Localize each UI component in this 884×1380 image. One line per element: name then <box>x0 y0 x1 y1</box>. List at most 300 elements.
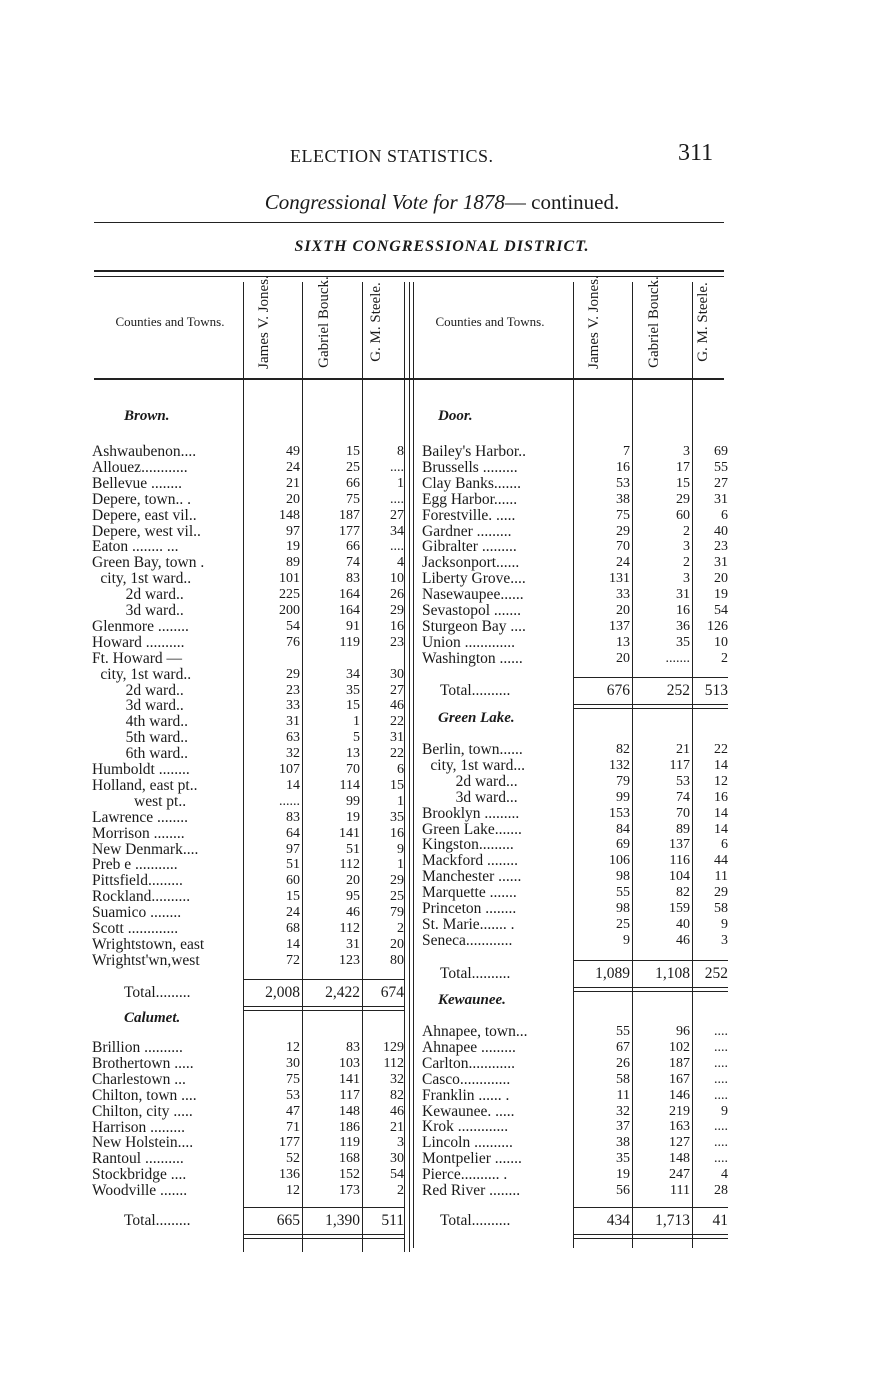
row-name-left-0-28: Rockland.......... <box>92 889 191 906</box>
row-value-left-0-31-1: 14 <box>286 936 300 952</box>
row-value-right-0-8-2: 3 <box>683 571 690 587</box>
row-value-right-1-11-1: 25 <box>616 916 630 932</box>
row-value-left-1-4-2: 148 <box>339 1103 360 1119</box>
row-name-right-1-9: Marquette ....... <box>422 885 517 902</box>
row-value-left-0-23-2: 19 <box>346 809 360 825</box>
row-value-right-0-13-3: 2 <box>721 650 728 666</box>
total-rule-bottom-2-left-0 <box>244 1010 404 1011</box>
row-value-right-2-4-3: .... <box>714 1087 728 1103</box>
row-value-right-0-6-2: 3 <box>683 539 690 555</box>
total-rule-top-right-0 <box>574 677 728 678</box>
row-value-left-0-24-2: 141 <box>339 825 360 841</box>
row-name-left-0-7: Green Bay, town . <box>92 555 205 572</box>
row-name-right-0-1: Brussells ......... <box>422 459 518 476</box>
row-value-left-1-9-2: 173 <box>339 1183 360 1199</box>
total-value-right-0-1: 676 <box>606 682 630 699</box>
row-value-left-0-32-2: 123 <box>339 952 360 968</box>
row-value-left-0-22-2: 99 <box>346 793 360 809</box>
row-value-right-1-5-3: 14 <box>714 821 728 837</box>
table-title-continued: — continued. <box>504 190 620 214</box>
row-value-left-1-8-1: 136 <box>279 1167 300 1183</box>
total-rule-bottom-1-right-1 <box>574 987 728 988</box>
row-value-right-2-8-2: 148 <box>669 1151 690 1167</box>
row-name-right-0-13: Washington ...... <box>422 650 523 667</box>
row-value-right-2-3-3: .... <box>714 1071 728 1087</box>
row-value-left-0-25-1: 97 <box>286 841 300 857</box>
row-value-right-2-7-2: 127 <box>669 1135 690 1151</box>
row-name-left-0-23: Lawrence ........ <box>92 809 188 826</box>
row-value-right-1-8-3: 11 <box>714 869 728 885</box>
column-rule-left-3 <box>404 282 405 1252</box>
row-value-right-1-10-2: 159 <box>669 901 690 916</box>
row-name-right-2-5: Kewaunee. ..... <box>422 1103 515 1120</box>
row-value-right-2-1-2: 102 <box>669 1039 690 1055</box>
row-value-left-0-3-3: .... <box>390 491 404 507</box>
row-value-left-0-14-1: 29 <box>286 666 300 682</box>
row-value-right-0-11-1: 137 <box>609 618 630 634</box>
row-value-right-2-2-1: 26 <box>616 1055 630 1071</box>
total-value-right-0-2: 252 <box>666 682 690 699</box>
row-value-left-0-30-3: 2 <box>397 921 404 936</box>
row-value-right-0-3-2: 29 <box>676 491 690 507</box>
row-value-left-1-4-1: 47 <box>286 1103 300 1119</box>
title-rule <box>94 222 724 223</box>
row-name-left-0-24: Morrison ........ <box>92 825 185 842</box>
row-value-left-0-0-2: 15 <box>346 444 360 459</box>
row-value-left-0-31-2: 31 <box>346 936 360 952</box>
row-value-left-0-17-3: 22 <box>390 714 404 730</box>
row-name-right-1-6: Kingston......... <box>422 837 514 854</box>
row-name-left-1-2: Charlestown ... <box>92 1071 186 1088</box>
row-value-left-0-32-1: 72 <box>286 952 300 968</box>
row-value-left-0-17-2: 1 <box>353 714 360 730</box>
row-name-left-1-6: New Holstein.... <box>92 1135 194 1152</box>
row-value-right-0-11-3: 126 <box>707 618 728 634</box>
row-value-right-2-0-3: .... <box>714 1024 728 1039</box>
row-value-right-1-3-3: 16 <box>714 789 728 805</box>
row-value-left-0-12-2: 119 <box>339 634 360 650</box>
row-value-left-0-20-2: 70 <box>346 762 360 777</box>
row-name-left-1-1: Brothertown ..... <box>92 1055 194 1072</box>
row-value-left-1-6-1: 177 <box>279 1135 300 1151</box>
row-value-right-0-7-1: 24 <box>616 555 630 571</box>
row-name-right-0-2: Clay Banks....... <box>422 475 522 492</box>
row-value-left-0-10-2: 164 <box>339 603 360 618</box>
row-value-right-1-6-3: 6 <box>721 837 728 853</box>
row-value-left-1-9-3: 2 <box>397 1183 404 1199</box>
total-value-left-0-2: 2,422 <box>325 984 360 1001</box>
row-value-left-0-2-1: 21 <box>286 475 300 491</box>
row-value-left-0-8-2: 83 <box>346 571 360 587</box>
row-value-left-1-6-3: 3 <box>397 1135 404 1151</box>
row-name-left-0-17: 4th ward.. <box>125 714 189 731</box>
row-value-right-1-4-1: 153 <box>609 805 630 821</box>
row-value-left-0-26-2: 112 <box>339 857 360 873</box>
row-value-right-0-1-3: 55 <box>714 459 728 475</box>
row-value-left-0-1-2: 25 <box>346 459 360 475</box>
total-label-left-0: Total......... <box>124 985 191 1001</box>
row-value-left-0-16-2: 15 <box>346 698 360 714</box>
row-value-left-0-3-1: 20 <box>286 491 300 507</box>
row-value-right-0-0-3: 69 <box>714 444 728 459</box>
row-value-left-0-14-2: 34 <box>346 666 360 682</box>
row-value-left-0-19-1: 32 <box>286 746 300 762</box>
row-value-left-0-18-3: 31 <box>390 730 404 746</box>
row-value-right-0-2-2: 15 <box>676 475 690 491</box>
table-top-rule-2 <box>94 276 724 277</box>
row-value-left-0-4-2: 187 <box>339 507 360 523</box>
row-name-right-1-12: Seneca............ <box>422 932 513 949</box>
row-value-right-0-10-2: 16 <box>676 603 690 618</box>
row-name-left-0-25: New Denmark.... <box>92 841 199 858</box>
row-name-left-0-13: Ft. Howard — <box>92 650 182 667</box>
row-name-left-0-3: Depere, town.. . <box>92 491 191 508</box>
row-value-right-2-5-2: 219 <box>669 1103 690 1119</box>
total-value-left-1-3: 511 <box>381 1212 404 1229</box>
row-value-right-1-5-1: 84 <box>616 821 630 837</box>
row-name-right-0-9: Nasewaupee...... <box>422 587 524 604</box>
row-value-right-0-13-2: ....... <box>665 650 690 666</box>
row-value-left-0-26-3: 1 <box>397 857 404 873</box>
row-value-right-2-8-3: .... <box>714 1151 728 1167</box>
row-value-right-2-7-1: 38 <box>616 1135 630 1151</box>
row-value-left-0-5-2: 177 <box>339 523 360 539</box>
row-name-left-0-5: Depere, west vil.. <box>92 523 201 540</box>
row-value-right-0-5-2: 2 <box>683 523 690 539</box>
row-name-right-1-4: Brooklyn ......... <box>422 805 520 822</box>
row-name-right-0-3: Egg Harbor...... <box>422 491 518 508</box>
page-number: 311 <box>678 140 714 166</box>
total-rule-top-right-1 <box>574 960 728 961</box>
row-name-right-2-3: Casco............. <box>422 1071 511 1088</box>
row-name-right-0-6: Gibralter ......... <box>422 539 517 556</box>
row-value-right-0-9-1: 33 <box>616 587 630 603</box>
row-name-right-2-0: Ahnapee, town... <box>422 1024 528 1040</box>
row-value-right-2-10-1: 56 <box>616 1183 630 1198</box>
row-name-right-1-11: St. Marie....... . <box>422 916 515 933</box>
total-label-right-0: Total.......... <box>440 683 511 699</box>
row-name-right-0-4: Forestville. ..... <box>422 507 516 524</box>
row-value-left-0-24-1: 64 <box>286 825 300 841</box>
row-value-right-0-13-1: 20 <box>616 650 630 666</box>
total-value-right-1-1: 1,089 <box>595 965 630 982</box>
row-value-left-1-1-3: 112 <box>383 1055 404 1071</box>
row-value-left-0-29-1: 24 <box>286 905 300 921</box>
row-value-right-2-1-3: .... <box>714 1039 728 1055</box>
row-name-left-0-16: 3d ward.. <box>125 698 184 715</box>
total-rule-bottom-2-right-0 <box>574 708 728 709</box>
row-value-right-2-5-3: 9 <box>721 1103 728 1119</box>
row-name-left-1-0: Brillion .......... <box>92 1040 183 1056</box>
column-header-c1-right: James V. Jones. <box>586 275 602 369</box>
row-value-right-1-7-1: 106 <box>609 853 630 869</box>
column-header-c3-right: G. M. Steele. <box>695 282 711 362</box>
row-name-left-0-0: Ashwaubenon.... <box>92 444 197 460</box>
row-value-left-0-25-3: 9 <box>397 841 404 857</box>
row-name-left-0-2: Bellevue ........ <box>92 475 182 492</box>
total-value-right-2-1: 434 <box>606 1212 630 1229</box>
column-header-c2-right: Gabriel Bouck. <box>646 276 662 368</box>
row-value-left-1-7-3: 30 <box>390 1151 404 1167</box>
row-value-left-1-2-3: 32 <box>390 1071 404 1087</box>
total-rule-top-left-0 <box>244 979 404 980</box>
row-value-left-0-12-1: 76 <box>286 634 300 650</box>
row-value-left-0-19-3: 22 <box>390 746 404 762</box>
row-value-right-0-1-2: 17 <box>676 459 690 475</box>
row-value-left-0-4-3: 27 <box>390 507 404 523</box>
row-name-right-1-0: Berlin, town...... <box>422 742 523 758</box>
row-value-left-0-8-1: 101 <box>279 571 300 587</box>
row-name-left-0-20: Humboldt ........ <box>92 762 190 778</box>
row-name-left-0-1: Allouez............ <box>92 459 188 476</box>
row-value-left-0-1-1: 24 <box>286 459 300 475</box>
row-value-right-0-3-3: 31 <box>714 491 728 507</box>
row-value-left-1-0-1: 12 <box>286 1040 300 1055</box>
row-value-left-0-11-1: 54 <box>286 618 300 634</box>
row-value-right-1-0-2: 21 <box>676 742 690 757</box>
row-value-left-0-15-3: 27 <box>390 682 404 698</box>
row-value-right-2-10-3: 28 <box>714 1183 728 1198</box>
row-name-left-0-22: west pt.. <box>134 793 187 810</box>
row-name-right-2-10: Red River ........ <box>422 1183 521 1199</box>
row-value-left-0-1-3: .... <box>390 459 404 475</box>
section-heading-left-0: Brown. <box>124 408 170 424</box>
total-value-left-0-3: 674 <box>380 984 404 1001</box>
row-value-left-1-0-2: 83 <box>346 1040 360 1055</box>
column-rule-right-0 <box>413 282 414 1248</box>
row-value-left-0-10-3: 29 <box>390 603 404 618</box>
row-value-left-0-20-1: 107 <box>279 762 300 777</box>
row-value-right-0-1-1: 16 <box>616 459 630 475</box>
row-name-left-0-8: city, 1st ward.. <box>100 571 192 588</box>
row-value-right-2-2-3: .... <box>714 1055 728 1071</box>
row-value-right-0-4-1: 75 <box>616 507 630 523</box>
row-value-left-0-22-1: ...... <box>279 793 300 809</box>
total-rule-top-right-2 <box>574 1207 728 1208</box>
row-value-left-0-23-3: 35 <box>390 809 404 825</box>
row-name-left-0-14: city, 1st ward.. <box>100 666 192 683</box>
row-value-right-2-6-1: 37 <box>616 1119 630 1135</box>
row-value-right-2-3-2: 167 <box>669 1071 690 1087</box>
row-name-right-0-7: Jacksonport...... <box>422 555 520 572</box>
row-value-left-0-18-1: 63 <box>286 730 300 746</box>
total-label-right-1: Total.......... <box>440 966 511 982</box>
row-name-right-2-9: Pierce.......... . <box>422 1167 508 1184</box>
row-value-right-2-1-1: 67 <box>616 1039 630 1055</box>
row-name-left-0-32: Wrightst'wn,west <box>92 952 200 969</box>
row-value-left-0-28-3: 25 <box>390 889 404 905</box>
row-name-right-2-8: Montpelier ....... <box>422 1151 522 1168</box>
row-name-right-0-8: Liberty Grove.... <box>422 571 526 588</box>
row-value-left-0-21-1: 14 <box>286 777 300 793</box>
row-value-left-0-3-2: 75 <box>346 491 360 507</box>
row-value-left-0-21-3: 15 <box>390 777 404 793</box>
row-value-right-1-4-2: 70 <box>676 805 690 821</box>
row-value-right-0-9-3: 19 <box>714 587 728 603</box>
total-rule-bottom-2-right-1 <box>574 991 728 992</box>
row-value-right-0-7-3: 31 <box>714 555 728 571</box>
row-value-left-0-5-3: 34 <box>390 523 404 539</box>
row-value-right-2-6-3: .... <box>714 1119 728 1135</box>
row-name-left-1-8: Stockbridge .... <box>92 1167 187 1184</box>
row-value-left-0-9-2: 164 <box>339 587 360 603</box>
row-value-right-2-5-1: 32 <box>616 1103 630 1119</box>
row-value-left-1-7-1: 52 <box>286 1151 300 1167</box>
column-header-counties-left: Counties and Towns. <box>115 314 225 329</box>
row-value-left-0-20-3: 6 <box>397 762 404 777</box>
row-value-right-1-1-1: 132 <box>609 757 630 773</box>
row-name-left-0-12: Howard .......... <box>92 634 185 651</box>
row-name-right-1-10: Princeton ........ <box>422 901 517 917</box>
row-value-left-0-8-3: 10 <box>390 571 404 587</box>
row-value-left-1-5-1: 71 <box>286 1119 300 1135</box>
row-name-left-1-9: Woodville ....... <box>92 1183 188 1200</box>
row-value-left-1-3-3: 82 <box>390 1087 404 1103</box>
row-name-left-0-4: Depere, east vil.. <box>92 507 197 524</box>
row-value-right-1-11-3: 9 <box>721 916 728 932</box>
row-value-right-2-6-2: 163 <box>669 1119 690 1135</box>
row-value-left-0-31-3: 20 <box>390 936 404 952</box>
total-rule-bottom-1-left-1 <box>244 1234 404 1235</box>
row-value-left-0-23-1: 83 <box>286 809 300 825</box>
row-name-right-1-7: Mackford ........ <box>422 853 518 870</box>
row-value-right-0-6-1: 70 <box>616 539 630 555</box>
row-value-right-0-3-1: 38 <box>616 491 630 507</box>
row-value-right-2-9-3: 4 <box>721 1167 728 1183</box>
row-value-right-2-8-1: 35 <box>616 1151 630 1167</box>
row-name-left-1-3: Chilton, town .... <box>92 1087 197 1104</box>
row-value-right-1-8-1: 98 <box>616 869 630 885</box>
row-name-right-1-1: city, 1st ward... <box>430 757 525 774</box>
total-value-right-2-3: 41 <box>712 1212 728 1229</box>
row-value-right-2-0-2: 96 <box>676 1024 690 1039</box>
row-name-right-0-10: Sevastopol ....... <box>422 603 522 619</box>
row-name-right-2-2: Carlton............ <box>422 1055 515 1072</box>
row-value-left-1-2-2: 141 <box>339 1071 360 1087</box>
row-value-right-0-7-2: 2 <box>683 555 690 571</box>
total-value-left-1-1: 665 <box>276 1212 300 1229</box>
row-value-left-0-15-2: 35 <box>346 682 360 698</box>
row-value-right-0-5-1: 29 <box>616 523 630 539</box>
row-value-left-0-16-3: 46 <box>390 698 404 714</box>
table-top-rule-1 <box>94 270 724 272</box>
row-name-left-1-4: Chilton, city ..... <box>92 1103 193 1120</box>
row-name-right-1-8: Manchester ...... <box>422 869 522 886</box>
row-value-left-0-9-1: 225 <box>279 587 300 603</box>
row-value-right-1-9-1: 55 <box>616 885 630 901</box>
section-heading-right-2: Kewaunee. <box>438 992 506 1008</box>
row-value-right-0-5-3: 40 <box>714 523 728 539</box>
row-name-left-0-11: Glenmore ........ <box>92 618 189 635</box>
row-name-right-0-12: Union ............. <box>422 634 515 651</box>
row-name-left-0-29: Suamico ........ <box>92 905 182 922</box>
row-value-left-0-13-3 <box>364 651 404 667</box>
column-header-c3-left: G. M. Steele. <box>368 282 384 362</box>
row-name-left-0-21: Holland, east pt.. <box>92 777 198 794</box>
row-value-right-0-6-3: 23 <box>714 539 728 555</box>
running-head: ELECTION STATISTICS. <box>290 146 494 166</box>
row-value-right-1-1-3: 14 <box>714 757 728 773</box>
row-name-left-0-15: 2d ward.. <box>125 682 184 699</box>
row-value-left-1-7-2: 168 <box>339 1151 360 1167</box>
section-heading-right-0: Door. <box>438 408 473 424</box>
row-value-right-0-0-2: 3 <box>683 444 690 459</box>
row-name-right-0-11: Sturgeon Bay .... <box>422 618 526 635</box>
row-value-left-1-1-1: 30 <box>286 1055 300 1071</box>
row-value-right-2-0-1: 55 <box>616 1024 630 1039</box>
row-value-left-1-5-2: 186 <box>339 1119 360 1135</box>
row-name-right-0-5: Gardner ......... <box>422 523 512 540</box>
row-value-right-1-5-2: 89 <box>676 821 690 837</box>
row-value-left-0-6-2: 66 <box>346 539 360 555</box>
section-heading-left-1: Calumet. <box>124 1010 181 1026</box>
row-value-left-0-27-1: 60 <box>286 873 300 889</box>
total-label-left-1: Total......... <box>124 1213 191 1229</box>
row-value-left-0-2-3: 1 <box>397 475 404 491</box>
table-title-italic: Congressional Vote for 1878 <box>264 190 505 214</box>
row-value-right-1-2-2: 53 <box>676 773 690 789</box>
row-value-right-0-4-2: 60 <box>676 507 690 523</box>
row-name-left-0-30: Scott ............. <box>92 921 179 937</box>
row-value-left-1-1-2: 103 <box>339 1055 360 1071</box>
row-value-left-0-28-1: 15 <box>286 889 300 905</box>
row-value-right-1-9-2: 82 <box>676 885 690 901</box>
table-title <box>0 190 884 215</box>
row-name-left-0-6: Eaton ........ ... <box>92 539 179 556</box>
row-name-right-1-2: 2d ward... <box>455 773 518 790</box>
row-value-right-0-12-2: 35 <box>676 634 690 650</box>
row-value-left-0-10-1: 200 <box>279 603 300 618</box>
row-value-right-0-4-3: 6 <box>721 507 728 523</box>
row-value-left-1-0-3: 129 <box>383 1040 404 1055</box>
row-value-left-0-19-2: 13 <box>346 746 360 762</box>
row-value-left-0-13-1 <box>244 651 300 667</box>
row-value-left-0-28-2: 95 <box>346 889 360 905</box>
total-rule-bottom-1-right-0 <box>574 704 728 705</box>
row-value-left-1-9-1: 12 <box>286 1183 300 1199</box>
row-value-left-0-11-2: 91 <box>346 618 360 634</box>
row-value-right-2-7-3: .... <box>714 1135 728 1151</box>
section-heading-right-1: Green Lake. <box>438 710 515 726</box>
row-value-left-0-21-2: 114 <box>339 777 360 793</box>
district-heading: SIXTH CONGRESSIONAL DISTRICT. <box>294 238 590 255</box>
row-value-right-1-12-2: 46 <box>676 932 690 948</box>
total-label-right-2: Total.......... <box>440 1213 511 1229</box>
row-value-left-0-17-1: 31 <box>286 714 300 730</box>
row-value-left-0-13-2 <box>304 651 360 667</box>
row-name-right-2-4: Franklin ...... . <box>422 1087 510 1104</box>
row-name-right-0-0: Bailey's Harbor.. <box>422 444 526 460</box>
row-name-right-2-1: Ahnapee ......... <box>422 1039 516 1056</box>
row-value-left-0-7-2: 74 <box>346 555 360 571</box>
row-value-right-0-9-2: 31 <box>676 587 690 603</box>
row-value-right-0-11-2: 36 <box>676 618 690 634</box>
row-value-left-0-5-1: 97 <box>286 523 300 539</box>
row-value-left-1-2-1: 75 <box>286 1071 300 1087</box>
row-value-right-1-0-1: 82 <box>616 742 630 757</box>
row-value-left-0-18-2: 5 <box>353 730 360 746</box>
row-name-left-0-10: 3d ward.. <box>125 603 184 619</box>
row-name-left-0-18: 5th ward.. <box>125 730 189 747</box>
row-value-left-0-15-1: 23 <box>286 682 300 698</box>
row-value-left-0-6-1: 19 <box>286 539 300 555</box>
row-name-right-2-7: Lincoln .......... <box>422 1135 513 1152</box>
row-value-right-1-2-3: 12 <box>714 773 728 789</box>
row-value-right-2-3-1: 58 <box>616 1071 630 1087</box>
row-value-right-1-0-3: 22 <box>714 742 728 757</box>
row-value-left-0-14-3: 30 <box>390 666 404 682</box>
row-value-right-0-12-1: 13 <box>616 634 630 650</box>
